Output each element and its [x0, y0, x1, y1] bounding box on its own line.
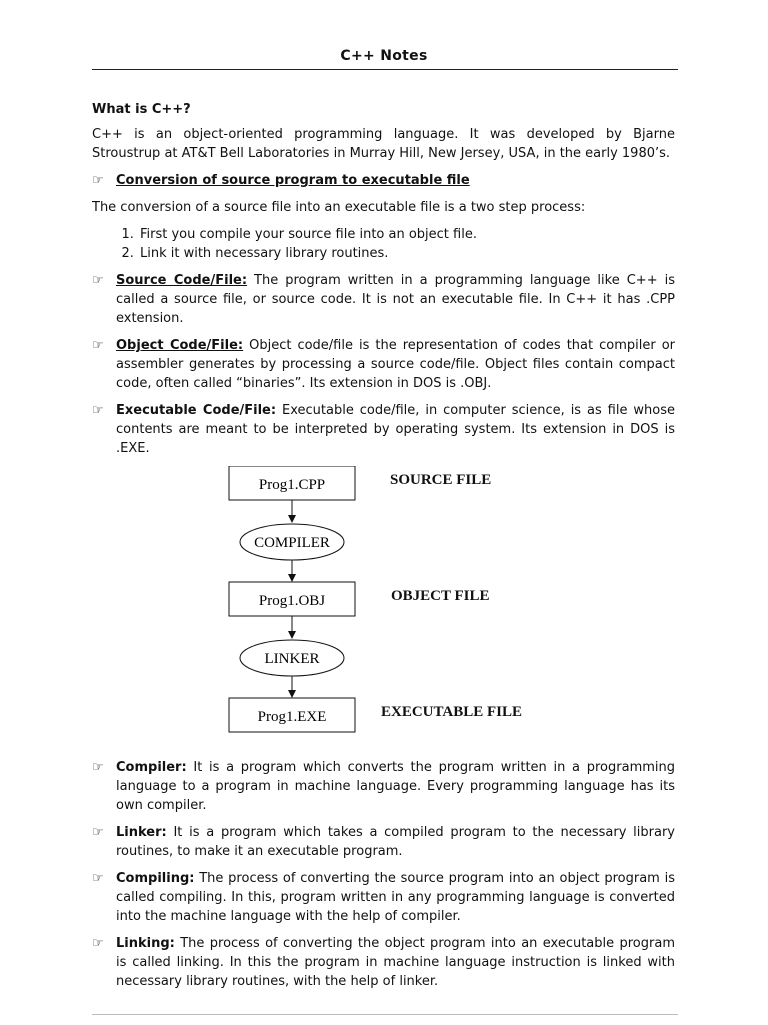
- linker-ellipse-text: LINKER: [264, 651, 320, 667]
- page-header-title: C++ Notes: [340, 48, 428, 64]
- object-file-label: OBJECT FILE: [391, 588, 490, 604]
- source-file-label: SOURCE FILE: [390, 472, 492, 488]
- definition-executable-code: [92, 401, 675, 458]
- step-item: 1. First you compile your source file into an object file.: [138, 225, 675, 244]
- page-footer-rule: [92, 1014, 678, 1025]
- definition-compiler: [92, 758, 675, 815]
- conversion-bullet: [92, 171, 675, 190]
- executable-file-label: EXECUTABLE FILE: [381, 704, 523, 720]
- definition-text: The process of converting the object program into an executable program is called linking. In this the program in machine language instruction is linked with necessary library routines, with the help of linker.: [116, 936, 675, 989]
- definition-object-code: [92, 336, 675, 393]
- pointing-hand-icon: ☞: [92, 403, 104, 418]
- pointing-hand-icon: ☞: [92, 173, 104, 188]
- compilation-flowchart: [92, 466, 675, 748]
- compiler-ellipse-text: COMPILER: [254, 535, 330, 551]
- object-file-box-text: Prog1.OBJ: [258, 593, 326, 609]
- definition-term: Compiling:: [116, 871, 195, 886]
- definition-term: Linker:: [116, 825, 167, 840]
- definition-linking: [92, 934, 675, 991]
- intro-heading: What is C++?: [92, 102, 191, 117]
- step-item: 2. Link it with necessary library routines.: [138, 244, 675, 263]
- definition-term: Object Code/File:: [116, 338, 244, 353]
- definition-compiling: [92, 869, 675, 926]
- pointing-hand-icon: ☞: [92, 338, 104, 353]
- definition-linker: [92, 823, 675, 861]
- definition-text: Object code/file is the representation of codes that compiler or assembler generates by processing a source code/file. Object files contain compact code, often called “binaries”. Its extension in DOS is .OBJ.: [116, 338, 675, 391]
- definition-term: Compiler:: [116, 760, 187, 775]
- pointing-hand-icon: ☞: [92, 760, 104, 775]
- definition-text: The program written in a programming language like C++ is called a source file, or source code. It is not an executable file. In C++ it has .CPP extension.: [116, 273, 675, 326]
- source-file-box-text: Prog1.CPP: [258, 477, 326, 493]
- pointing-hand-icon: ☞: [92, 871, 104, 886]
- definition-term: Source Code/File:: [116, 273, 248, 288]
- pointing-hand-icon: ☞: [92, 273, 104, 288]
- pointing-hand-icon: ☞: [92, 825, 104, 840]
- intro-paragraph: C++ is an object-oriented programming language. It was developed by Bjarne Stroustrup at AT&T Bell Laboratories in Murray Hill, New Jersey, USA, in the early 1980’s.: [92, 127, 675, 161]
- conversion-lead: The conversion of a source file into an executable file is a two step process:: [92, 200, 586, 215]
- definition-text: It is a program which takes a compiled program to the necessary library routines, to make it an executable program.: [116, 825, 675, 859]
- definition-term: Executable Code/File:: [116, 403, 277, 418]
- conversion-steps: [92, 225, 675, 263]
- definition-text: It is a program which converts the program written in a programming language to a program in machine language. Every programming language has its own compiler.: [116, 760, 675, 813]
- header-rule: [92, 69, 678, 70]
- definition-term: Linking:: [116, 936, 175, 951]
- pointing-hand-icon: ☞: [92, 936, 104, 951]
- exe-file-box-text: Prog1.EXE: [257, 709, 327, 725]
- conversion-title: Conversion of source program to executable file: [116, 173, 470, 188]
- definition-text: Executable code/file, in computer science, is as file whose contents are meant to be interpreted by operating system. Its extension in DOS is .EXE.: [116, 403, 675, 456]
- document-body: [92, 100, 675, 999]
- definition-text: The process of converting the source program into an object program is called compiling. In this, program written in any programming language is converted into the machine language with the help of compiler.: [116, 871, 675, 924]
- definition-source-code: [92, 271, 675, 328]
